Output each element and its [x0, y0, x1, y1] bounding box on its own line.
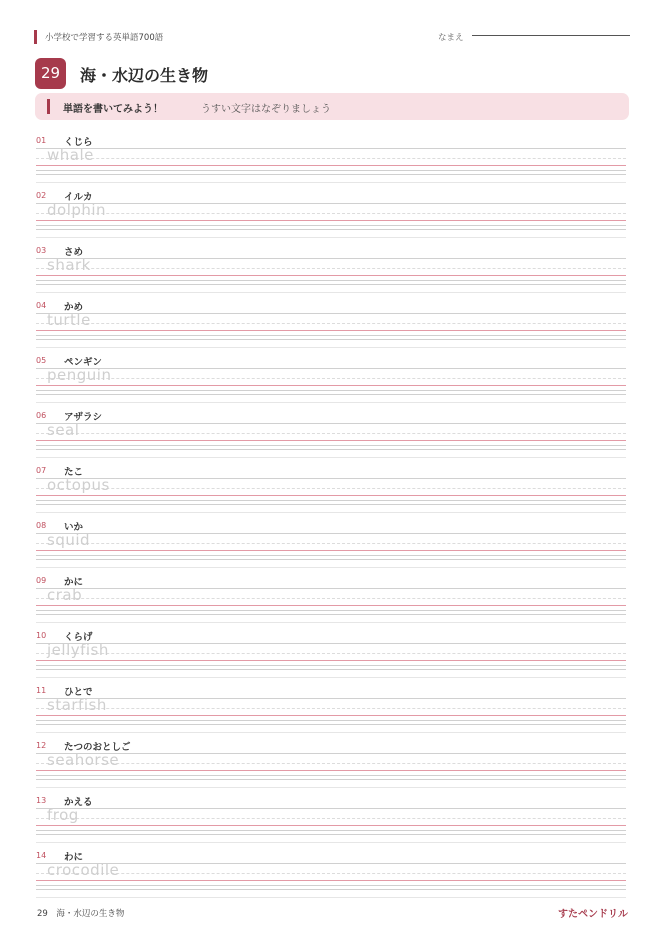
- trace-word[interactable]: crab: [47, 586, 83, 604]
- word-practice-list: [36, 128, 628, 898]
- baseline-guide: [36, 715, 626, 716]
- guide-line: [36, 720, 626, 721]
- trace-word[interactable]: seahorse: [47, 751, 120, 769]
- banner-accent-bar: [47, 99, 50, 114]
- guide-line: [36, 543, 626, 544]
- page-header: [34, 30, 630, 46]
- guide-line: [36, 280, 626, 281]
- guide-line: [36, 394, 626, 395]
- trace-word[interactable]: seal: [47, 421, 80, 439]
- guide-line: [36, 213, 626, 214]
- trace-word[interactable]: dolphin: [47, 201, 107, 219]
- guide-line: [36, 284, 626, 285]
- baseline-guide: [36, 440, 626, 441]
- guide-line: [36, 433, 626, 434]
- baseline-guide: [36, 880, 626, 881]
- name-label: なまえ: [438, 33, 464, 43]
- baseline-guide: [36, 605, 626, 606]
- word-row: [36, 513, 628, 568]
- word-japanese: かえる: [64, 797, 93, 808]
- guide-line: [36, 669, 626, 670]
- guide-line: [36, 643, 626, 644]
- guide-line: [36, 555, 626, 556]
- series-title: 小学校で学習する英単語700語: [45, 33, 164, 43]
- guide-line: [36, 763, 626, 764]
- guide-line: [36, 488, 626, 489]
- baseline-guide: [36, 165, 626, 166]
- guide-line: [36, 378, 626, 379]
- trace-word[interactable]: jellyfish: [47, 641, 109, 659]
- guide-line: [36, 753, 626, 754]
- guide-line: [36, 559, 626, 560]
- word-row: [36, 238, 628, 293]
- word-number: 08: [36, 521, 47, 530]
- guide-line: [36, 313, 626, 314]
- guide-line: [36, 229, 626, 230]
- guide-line: [36, 445, 626, 446]
- guide-line: [36, 533, 626, 534]
- word-number: 07: [36, 466, 47, 475]
- baseline-guide: [36, 330, 626, 331]
- instruction-main: 単語を書いてみよう！: [63, 104, 163, 115]
- word-number: 04: [36, 301, 47, 310]
- guide-line: [36, 335, 626, 336]
- word-row: [36, 183, 628, 238]
- word-row: [36, 458, 628, 513]
- guide-line: [36, 885, 626, 886]
- trace-word[interactable]: penguin: [47, 366, 112, 384]
- footer-brand: すたペンドリル: [558, 909, 628, 920]
- guide-line: [36, 225, 626, 226]
- guide-line: [36, 698, 626, 699]
- word-row: [36, 348, 628, 403]
- guide-line: [36, 873, 626, 874]
- word-japanese: ひとで: [64, 687, 93, 698]
- guide-line: [36, 478, 626, 479]
- instruction-banner: [35, 93, 629, 120]
- word-japanese: ペンギン: [64, 357, 102, 368]
- word-row: [36, 293, 628, 348]
- word-row: [36, 843, 628, 898]
- word-japanese: かめ: [64, 302, 84, 313]
- word-japanese: たこ: [64, 467, 84, 478]
- instruction-sub: うすい文字はなぞりましょう: [201, 104, 331, 115]
- word-row: [36, 733, 628, 788]
- word-japanese: わに: [64, 852, 84, 863]
- row-divider: [36, 897, 626, 898]
- guide-line: [36, 834, 626, 835]
- word-row: [36, 568, 628, 623]
- baseline-guide: [36, 495, 626, 496]
- guide-line: [36, 598, 626, 599]
- trace-word[interactable]: frog: [47, 806, 79, 824]
- trace-word[interactable]: squid: [47, 531, 91, 549]
- baseline-guide: [36, 275, 626, 276]
- guide-line: [36, 423, 626, 424]
- word-number: 13: [36, 796, 47, 805]
- word-japanese: イルカ: [64, 192, 93, 203]
- guide-line: [36, 808, 626, 809]
- word-number: 01: [36, 136, 47, 145]
- guide-line: [36, 339, 626, 340]
- guide-line: [36, 863, 626, 864]
- word-number: 06: [36, 411, 47, 420]
- word-number: 03: [36, 246, 47, 255]
- guide-line: [36, 588, 626, 589]
- guide-line: [36, 258, 626, 259]
- footer-page-label: 29 海・水辺の生き物: [37, 909, 125, 919]
- word-number: 12: [36, 741, 47, 750]
- guide-line: [36, 614, 626, 615]
- name-write-line[interactable]: [472, 35, 630, 36]
- guide-line: [36, 500, 626, 501]
- guide-line: [36, 174, 626, 175]
- baseline-guide: [36, 770, 626, 771]
- trace-word[interactable]: turtle: [47, 311, 91, 329]
- word-number: 05: [36, 356, 47, 365]
- trace-word[interactable]: starfish: [47, 696, 107, 714]
- guide-line: [36, 368, 626, 369]
- baseline-guide: [36, 825, 626, 826]
- guide-line: [36, 889, 626, 890]
- guide-line: [36, 653, 626, 654]
- guide-line: [36, 818, 626, 819]
- guide-line: [36, 665, 626, 666]
- word-japanese: いか: [64, 522, 84, 533]
- guide-line: [36, 708, 626, 709]
- guide-line: [36, 830, 626, 831]
- baseline-guide: [36, 385, 626, 386]
- guide-line: [36, 148, 626, 149]
- word-row: [36, 128, 628, 183]
- guide-line: [36, 203, 626, 204]
- word-number: 14: [36, 851, 47, 860]
- word-number: 02: [36, 191, 47, 200]
- trace-word[interactable]: shark: [47, 256, 91, 274]
- baseline-guide: [36, 220, 626, 221]
- guide-line: [36, 449, 626, 450]
- word-row: [36, 623, 628, 678]
- word-japanese: くらげ: [64, 632, 93, 643]
- word-japanese: さめ: [64, 247, 84, 258]
- word-number: 09: [36, 576, 47, 585]
- word-row: [36, 403, 628, 458]
- unit-title: 海・水辺の生き物: [80, 66, 209, 85]
- word-japanese: くじら: [64, 137, 93, 148]
- word-number: 10: [36, 631, 47, 640]
- guide-line: [36, 610, 626, 611]
- guide-line: [36, 390, 626, 391]
- unit-number-badge: 29: [35, 58, 66, 89]
- word-row: [36, 788, 628, 843]
- word-row: [36, 678, 628, 733]
- word-number: 11: [36, 686, 47, 695]
- guide-line: [36, 268, 626, 269]
- guide-line: [36, 724, 626, 725]
- trace-word[interactable]: whale: [47, 146, 94, 164]
- word-japanese: かに: [64, 577, 84, 588]
- baseline-guide: [36, 550, 626, 551]
- trace-word[interactable]: crocodile: [47, 861, 120, 879]
- word-japanese: アザラシ: [64, 412, 103, 423]
- guide-line: [36, 323, 626, 324]
- guide-line: [36, 158, 626, 159]
- trace-word[interactable]: octopus: [47, 476, 110, 494]
- guide-line: [36, 775, 626, 776]
- guide-line: [36, 170, 626, 171]
- header-accent-bar: [34, 30, 37, 44]
- baseline-guide: [36, 660, 626, 661]
- guide-line: [36, 779, 626, 780]
- guide-line: [36, 504, 626, 505]
- word-japanese: たつのおとしご: [64, 742, 131, 753]
